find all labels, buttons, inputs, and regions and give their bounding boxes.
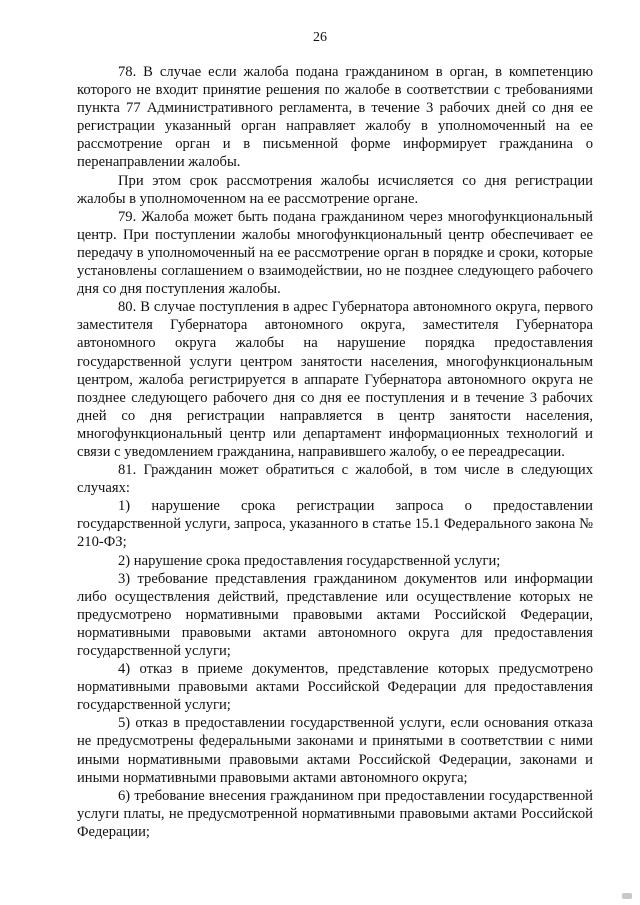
document-body (77, 63, 593, 841)
paragraph-79: 79. Жалоба может быть подана гражданином через многофункциональный центр. При поступлении жалобы многофункциональный центр обеспечивает ее передачу в уполномоченный на ее рассмотрение орган в порядке и сроки, которые установлены соглашением о взаимодействии, но не позднее следующего рабочего дня со дня поступления жалобы. (77, 208, 593, 298)
paragraph-80: 80. В случае поступления в адрес Губернатора автономного округа, первого заместителя Губернатора автономного округа, заместителя Губернатора автономного округа жалобы на нарушение порядка предоставления государственной услуги центром занятости населения, многофункциональным центром, жалоба регистрируется в аппарате Губернатора автономного округа не позднее следующего рабочего дня со дня ее поступления и в течение 3 рабочих дней со дня регистрации направляется в центр занятости населения, многофункциональный центр или департамент информационных технологий и связи с уведомлением гражданина, направившего жалобу, о ее переадресации. (77, 299, 593, 460)
paragraph-78: 78. В случае если жалоба подана гражданином в орган, в компетенцию которого не входит принятие решения по жалобе в соответствии с требованиями пункта 77 Административного регламента, в течение 3 рабочих дней со дня ее регистрации указанный орган направляет жалобу в уполномоченный на ее рассмотрение орган и в письменной форме информирует гражданина о перенаправлении жалобы. (77, 64, 593, 171)
list-item-4: 4) отказ в приеме документов, представление которых предусмотрено нормативными правовыми актами Российской Федерации для предоставления государственной услуги; (77, 661, 593, 714)
paragraph-78-note: При этом срок рассмотрения жалобы исчисляется со дня регистрации жалобы в уполномоченном на ее рассмотрение органе. (77, 172, 593, 207)
scan-artifact (622, 893, 632, 899)
list-item-3: 3) требование представления гражданином документов или информации либо осуществления действий, представление или осуществление которых не предусмотрено нормативными правовыми актами Российской Федерации, нормативными правовыми актами автономного округа для предоставления государственной услуги; (77, 570, 593, 659)
list-item-2: 2) нарушение срока предоставления государственной услуги; (118, 552, 501, 569)
paragraph-81: 81. Гражданин может обратиться с жалобой, в том числе в следующих случаях: (77, 462, 593, 497)
list-item-6: 6) требование внесения гражданином при предоставлении государственной услуги платы, не предусмотренной нормативными правовыми актами Российской Федерации; (77, 787, 593, 840)
page-number: 26 (313, 30, 327, 45)
list-item-5: 5) отказ в предоставлении государственной услуги, если основания отказа не предусмотрены федеральными законами и принятыми в соответствии с ними иными нормативными правовыми актами Российской Федерации, законами и иными нормативными правовыми актами автономного округа; (77, 715, 593, 786)
list-item-1: 1) нарушение срока регистрации запроса о предоставлении государственной услуги, запроса, указанного в статье 15.1 Федерального закона № 210-ФЗ; (77, 498, 593, 551)
